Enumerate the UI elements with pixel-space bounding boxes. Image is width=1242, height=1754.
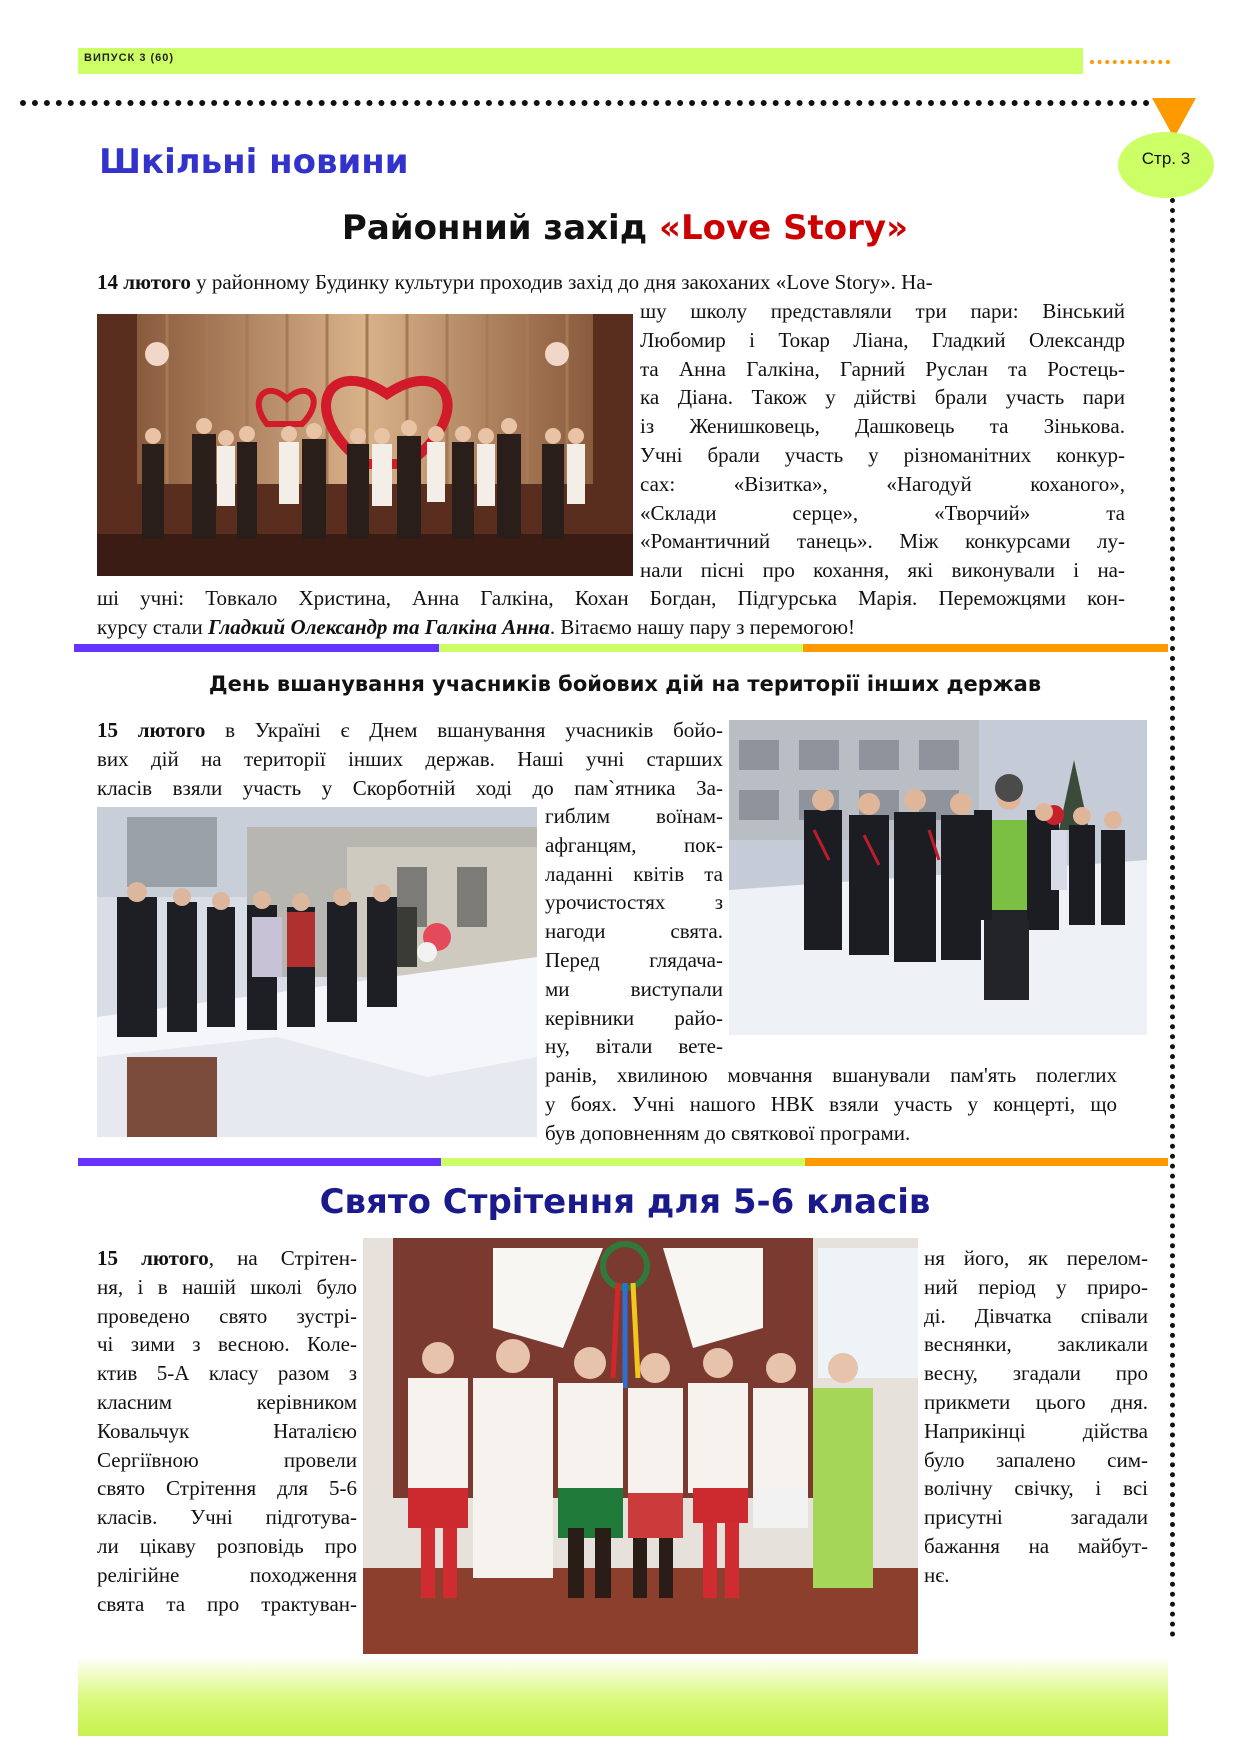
article3-right-line: нє. xyxy=(924,1562,950,1587)
article1-lead-text: у районному Будинку культури проходив захід до дня закоханих «Love Story». На- xyxy=(190,270,933,294)
article2-bottom-line: ранів, хвилиною мовчання вшанували пам'ять полеглих xyxy=(545,1063,1117,1087)
article1-side-line: із Женишковець, Дашковець та Зіньковa. xyxy=(640,414,1125,439)
footer-band xyxy=(78,1656,1168,1736)
article1-title xyxy=(80,208,1170,248)
article3-right-line: бажання на майбут- xyxy=(924,1533,1148,1558)
stritennia-photo xyxy=(363,1238,918,1654)
article3-right-line: Наприкінці дійства xyxy=(924,1418,1148,1443)
article1-side-line: шу школу представляли три пари: Вінський xyxy=(640,299,1125,323)
article1-date: 14 лютого xyxy=(97,270,191,294)
article1-side-line: сах: «Візитка», «Нагодуй коханого», xyxy=(640,471,1125,496)
header-orange-dots xyxy=(1090,60,1170,64)
article1-side-line: «Склади серце», «Творчий» та xyxy=(640,500,1125,525)
article2-bottom-line: у боях. Учні нашого НВК взяли участь у концерті, що xyxy=(545,1091,1117,1116)
article1-side-line: нали пісні про кохання, які виконували і на- xyxy=(640,558,1125,583)
article3-left-line: , на Стрітен- xyxy=(208,1246,357,1270)
divider-rule-1 xyxy=(74,644,1168,652)
article1-side-text xyxy=(640,297,1125,585)
article3-right-line: прикмети цього дня. xyxy=(924,1389,1148,1414)
article2-title: День вшанування учасників бойових дій на території інших держав xyxy=(208,672,1042,696)
article2-narrow-line: афганцям, пок- xyxy=(545,832,723,857)
article3-left-line: свято Стрітення для 5-6 xyxy=(97,1476,357,1501)
article2-top-line: в Україні є Днем вшанування учасників бойо- xyxy=(205,718,724,742)
love-story-photo xyxy=(97,314,633,576)
section-heading: Шкільні новини xyxy=(99,142,409,182)
header-dotted-rule xyxy=(20,100,1150,106)
article3-right-line: ний період у приро- xyxy=(924,1274,1148,1299)
article3-left-line: класним керівником xyxy=(97,1389,357,1414)
article1-closing xyxy=(97,584,1125,642)
article1-side-line: та Анна Галкіна, Гарний Руслан та Ростець- xyxy=(640,356,1125,381)
article2-narrow-text xyxy=(545,802,723,1061)
article3-right-line: волічну свічку, і всі xyxy=(924,1476,1148,1501)
article3-right-line: весну, згадали про xyxy=(924,1361,1148,1386)
article3-right-line: ді. Дівчатка співали xyxy=(924,1303,1148,1328)
article3-right-line: веснянки, закликали xyxy=(924,1332,1148,1357)
article1-last-prefix: курсу стали xyxy=(97,614,208,639)
issue-band xyxy=(78,48,1083,74)
article1-title-prefix: Районний захід xyxy=(341,208,660,248)
article2-narrow-line: нагоди свята. xyxy=(545,919,723,944)
article3-left-line: класів. Учні підготува- xyxy=(97,1505,357,1530)
article2-bottom-text xyxy=(545,1061,1117,1147)
page-number-badge xyxy=(1118,132,1214,198)
article3-left-line: свята та про трактуван- xyxy=(97,1591,357,1616)
article3-left-line: Сергіївною провели xyxy=(97,1447,357,1472)
article1-side-line: «Романтичний танець». Між конкурсами лу- xyxy=(640,529,1125,554)
article1-title-accent: «Love Story» xyxy=(659,208,909,248)
article2-narrow-line: ладанні квітів та xyxy=(545,861,723,886)
article1-last-suffix: . Вітаємо нашу пару з перемогою! xyxy=(549,614,856,639)
article1-winners: Гладкий Олександр та Галкіна Анна xyxy=(207,614,550,639)
students-group-photo xyxy=(729,720,1147,1035)
article3-left-text xyxy=(97,1244,357,1618)
issue-label: ВИПУСК 3 (60) xyxy=(84,52,175,64)
right-dotted-rule xyxy=(1170,198,1175,1638)
article2-bottom-line: був доповненням до святкової програми. xyxy=(545,1120,911,1145)
article2-narrow-line: ми виступали xyxy=(545,976,723,1001)
divider-rule-2 xyxy=(78,1158,1168,1166)
article3-left-line: Ковальчук Наталією xyxy=(97,1418,357,1443)
article3-right-line: ня його, як перелом- xyxy=(924,1246,1148,1270)
article3-title: Свято Стрітення для 5-6 класів xyxy=(319,1182,931,1222)
article3-right-line: присутні загадали xyxy=(924,1505,1148,1530)
article3-left-line: проведено свято зустрі- xyxy=(97,1303,357,1328)
article2-top-line: класів взяли участь у Скорботній ході до пам`ятника За- xyxy=(97,775,723,800)
article1-side-line: Учні брали участь у різноманітних конкур- xyxy=(640,442,1125,467)
article3-date: 15 лютого xyxy=(97,1246,209,1270)
article3-left-line: ли цікаву розповідь про xyxy=(97,1533,357,1558)
article3-right-line: було запалено сим- xyxy=(924,1447,1148,1472)
article1-lead xyxy=(97,268,1125,297)
article2-date: 15 лютого xyxy=(97,718,206,742)
article3-left-line: ня, і в нашій школі було xyxy=(97,1274,357,1299)
article2-top-line: вих дій на території інших держав. Наші учні старших xyxy=(97,746,723,771)
article3-right-text xyxy=(924,1244,1148,1590)
article2-narrow-line: гиблим воїнам- xyxy=(545,804,723,828)
article3-left-line: ктив 5-А класу разом з xyxy=(97,1361,357,1386)
article1-side-line: Любомир і Токар Ліана, Гладкий Олександр xyxy=(640,327,1125,352)
article1-full-line: ші учні: Товкало Христина, Анна Галкіна, Кохан Богдан, Підгурська Марія. Переможцями кон- xyxy=(97,586,1125,610)
page-number: Стр. 3 xyxy=(1141,149,1191,168)
article2-top-text xyxy=(97,716,723,802)
memorial-march-photo xyxy=(97,807,537,1137)
article2-narrow-line: Перед глядача- xyxy=(545,947,723,972)
article2-narrow-line: ну, вітали вете- xyxy=(545,1034,723,1059)
article3-left-line: релігійне походження xyxy=(97,1562,357,1587)
article3-left-line: чі зими з весною. Коле- xyxy=(97,1332,357,1357)
article1-side-line: ка Діана. Також у дійстві брали участь пари xyxy=(640,385,1125,410)
article2-narrow-line: урочистостях з xyxy=(545,890,723,915)
article2-narrow-line: керівники райо- xyxy=(545,1005,723,1030)
